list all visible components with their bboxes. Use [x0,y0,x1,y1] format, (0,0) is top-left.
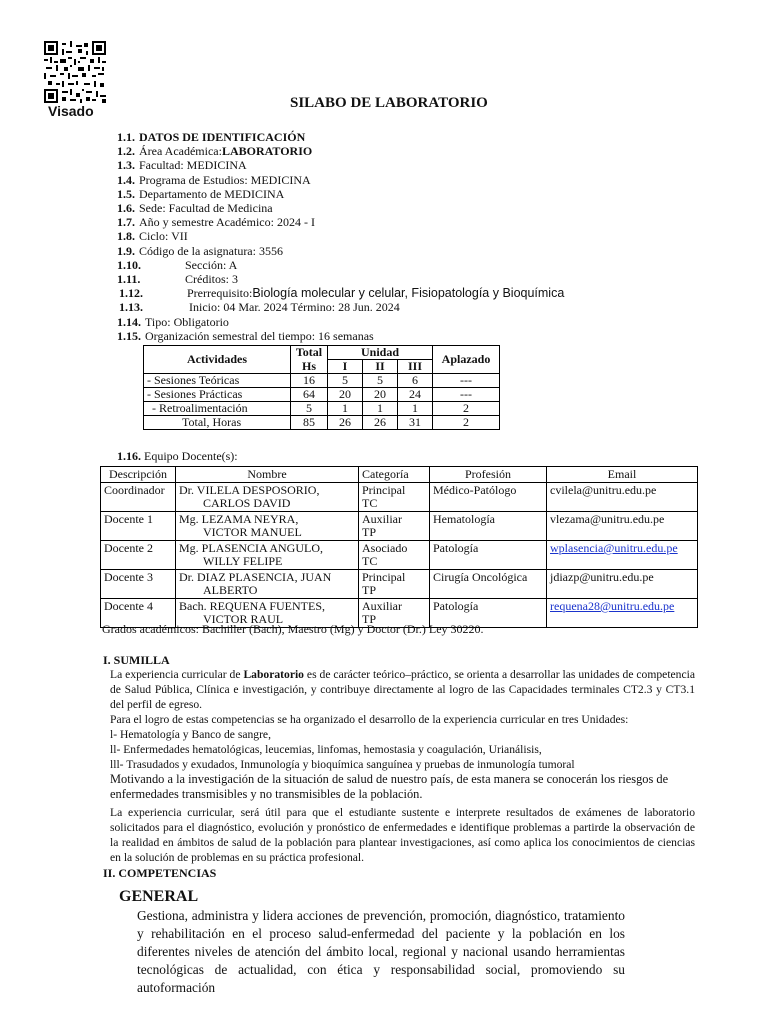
email-text: jdiazp@unitru.edu.pe [547,570,698,599]
header-categoria: Categoría [359,467,430,483]
email-link[interactable]: requena28@unitru.edu.pe [550,599,675,613]
general-competence-text: Gestiona, administra y lidera acciones de prevención, promoción, diagnóstico, tratamiento y rehabilitación en el proceso salud-enfermedad del paciente y la población en los diferentes niveles de atención del ámbito local, regional y nacional usando herramientas tecnológicas de actualidad, con ética y responsabilidad social, promoviendo su autoformación [137,908,625,995]
id-item-1-5: 1.5. Departamento de MEDICINA [117,186,285,201]
id-item-1-2: 1.2. Área Académica: LABORATORIO [117,144,313,159]
sumilla-unit-1: l- Hematología y Banco de sangre, [110,728,271,741]
activities-table [143,345,500,430]
table-row: Docente 2 Mg. PLASENCIA ANGULO, WILLY FELIPE Asociado TC Patología wplasencia@unitru.edu.pe [101,541,698,570]
teachers-table [100,466,698,628]
header-total: Total [291,346,328,360]
sumilla-text [110,667,695,865]
sumilla-unit-3: lll- Trasudados y exudados, Inmunología y bioquímica sanguínea y pruebas de inmunología tumoral [110,758,575,771]
table-row: - Sesiones Teóricas 16 5 5 6 --- [144,374,500,388]
email-text: cvilela@unitru.edu.pe [547,483,698,512]
id-item-1-8: 1.8. Ciclo: VII [117,229,188,244]
id-item-1-1: 1.1. DATOS DE IDENTIFICACIÓN [117,130,306,144]
id-item-1-3: 1.3. Facultad: MEDICINA [117,158,247,173]
id-item-1-14: 1.14. Tipo: Obligatorio [117,314,229,329]
id-item-1-4: 1.4. Programa de Estudios: MEDICINA [117,172,311,187]
id-item-1-6: 1.6. Sede: Facultad de Medicina [117,201,273,216]
document-title: SILABO DE LABORATORIO [290,95,488,111]
header-nombre: Nombre [176,467,359,483]
sumilla-p3: Motivando a la investigación de la situación de salud de nuestro país, de esta manera se conocerán los riesgos de enfermedades transmisibles y no transmisibles de la población. [110,772,669,801]
table-row: - Sesiones Prácticas 64 20 20 24 --- [144,388,500,402]
sumilla-heading: I. SUMILLA [103,653,170,667]
header-unit-3: III [398,360,433,374]
general-heading: GENERAL [119,888,199,905]
id-item-1-11: 1.11. Créditos: 3 [117,272,238,287]
sumilla-p4: La experiencia curricular, será útil para que el estudiante sustente e interprete resultados de exámenes de laboratorio solicitados para el diagnóstico, evolución y pronóstico de enfermedades e identifique problemas a partirde la observación de la realidad en ámbitos de salud de la población para plantear investigaciones, así como aplica los conocimientos de ciencias en la solución de problemas en su práctica profesional. [110,806,695,864]
sumilla-p2: Para el logro de estas competencias se ha organizado el desarrollo de la experiencia curricular en tres Unidades: [110,713,629,726]
id-item-1-12: 1.12. Prerrequisito: Biología molecular y celular, Fisiopatología y Bioquímica [119,286,565,301]
equipo-docente-title: 1.16. Equipo Docente(s): [117,449,238,463]
header-aplazado: Aplazado [433,346,500,374]
header-hs: Hs [291,360,328,374]
header-profesion: Profesión [430,467,547,483]
table-row: - Retroalimentación 5 1 1 1 2 [144,402,500,416]
table-row: Total, Horas 85 26 26 31 2 [144,416,500,430]
table-row: Coordinador Dr. VILELA DESPOSORIO, CARLOS DAVID Principal TC Médico-Patólogo cvilela@unitru.edu.pe [101,483,698,512]
id-item-1-13: 1.13. Inicio: 04 Mar. 2024 Término: 28 Jun. 2024 [119,300,400,315]
email-link[interactable]: wplasencia@unitru.edu.pe [550,541,678,555]
header-unit-1: I [328,360,363,374]
header-descripcion: Descripción [101,467,176,483]
header-unit-2: II [363,360,398,374]
table-row: Docente 3 Dr. DIAZ PLASENCIA, JUAN ALBERTO Principal TP Cirugía Oncológica jdiazp@unitru.edu.pe [101,570,698,599]
id-item-1-7: 1.7. Año y semestre Académico: 2024 - I [117,215,315,230]
qr-code-icon [44,41,106,103]
header-actividades: Actividades [144,346,291,374]
table-row: Docente 1 Mg. LEZAMA NEYRA, VICTOR MANUEL Auxiliar TP Hematología vlezama@unitru.edu.pe [101,512,698,541]
id-item-1-15: 1.15. Organización semestral del tiempo: 16 semanas [117,328,374,343]
header-email: Email [547,467,698,483]
id-item-1-9: 1.9. Código de la asignatura: 3556 [117,243,283,258]
visado-label: Visado [48,103,94,119]
sumilla-unit-2: ll- Enfermedades hematológicas, leucemias, linfomas, hemostasia y coagulación, Urianálisis, [110,743,542,756]
identification-list [117,130,564,343]
header-unidad: Unidad [328,346,433,360]
sumilla-p1: La experiencia curricular de Laboratorio es de carácter teórico–práctico, se orienta a desarrollar las unidades de competencia de Salud Pública, Clínica e investigación, y contribuye directamente al logro de las Capacidades terminales CT2.3 y CT3.1 del perfil de egreso. [110,668,695,711]
competencias-heading: II. COMPETENCIAS [103,866,217,880]
grados-note: Grados académicos: Bachiller (Bach), Maestro (Mg) y Doctor (Dr.) Ley 30220. [102,622,484,636]
table-row: Docente 4 Bach. REQUENA FUENTES, VICTOR RAUL Auxiliar TP Patología requena28@unitru.edu.pe [101,599,698,628]
id-item-1-10: 1.10. Sección: A [117,257,238,272]
email-text: vlezama@unitru.edu.pe [547,512,698,541]
